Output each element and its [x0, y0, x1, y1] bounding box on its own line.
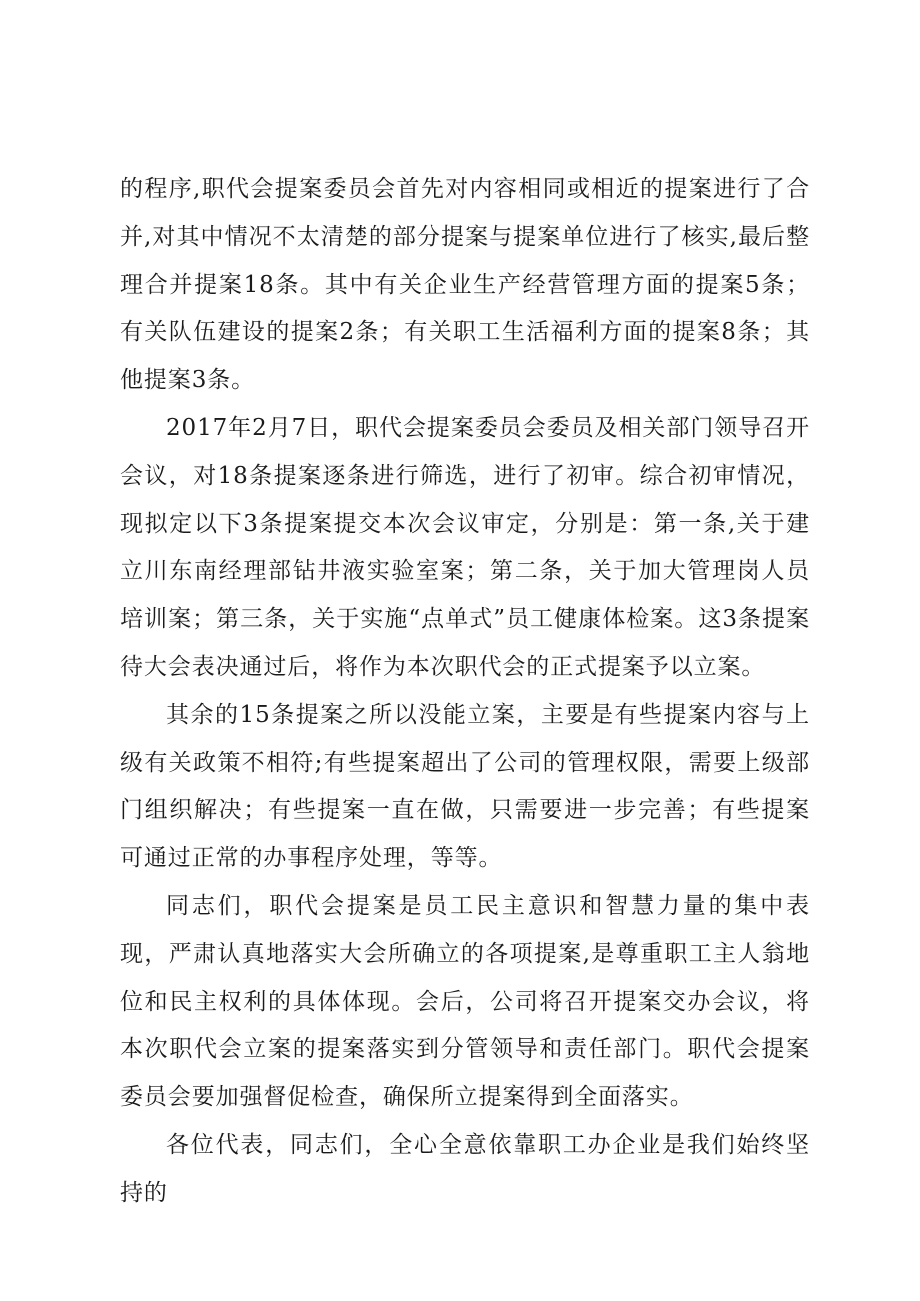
document-body [120, 166, 810, 1218]
paragraph-closing: 各位代表，同志们，全心全意依靠职工办企业是我们始终坚持的 [120, 1131, 810, 1206]
paragraph-implementation: 同志们，职代会提案是员工民主意识和智慧力量的集中表现，严肃认真地落实大会所确立的各项提案,是尊重职工主人翁地位和民主权利的具体体现。会后，公司将召开提案交办会议，将本次职代会立案的提案落实到分管领导和责任部门。职代会提案委员会要加强督促检查，确保所立提案得到全面落实。 [120, 892, 810, 1111]
paragraph-proposal-merging: 的程序,职代会提案委员会首先对内容相同或相近的提案进行了合并,对其中情况不太清楚的部分提案与提案单位进行了核实,最后整理合并提案18条。其中有关企业生产经营管理方面的提案5条；有关队伍建设的提案2条；有关职工生活福利方面的提案8条；其他提案3条。 [120, 176, 810, 394]
paragraph-rejected-proposals: 其余的15条提案之所以没能立案，主要是有些提案内容与上级有关政策不相符;有些提案超出了公司的管理权限，需要上级部门组织解决；有些提案一直在做，只需要进一步完善；有些提案可通过正常的办事程序处理，等等。 [120, 701, 810, 872]
paragraph-preliminary-review: 2017年2月7日，职代会提案委员会委员及相关部门领导召开会议，对18条提案逐条进行筛选，进行了初审。综合初审情况，现拟定以下3条提案提交本次会议审定，分别是：第一条,关于建立川东南经理部钻井液实验室案；第二条，关于加大管理岗人员培训案；第三条，关于实施“点单式”员工健康体检案。这3条提案待大会表决通过后，将作为本次职代会的正式提案予以立案。 [120, 414, 810, 680]
